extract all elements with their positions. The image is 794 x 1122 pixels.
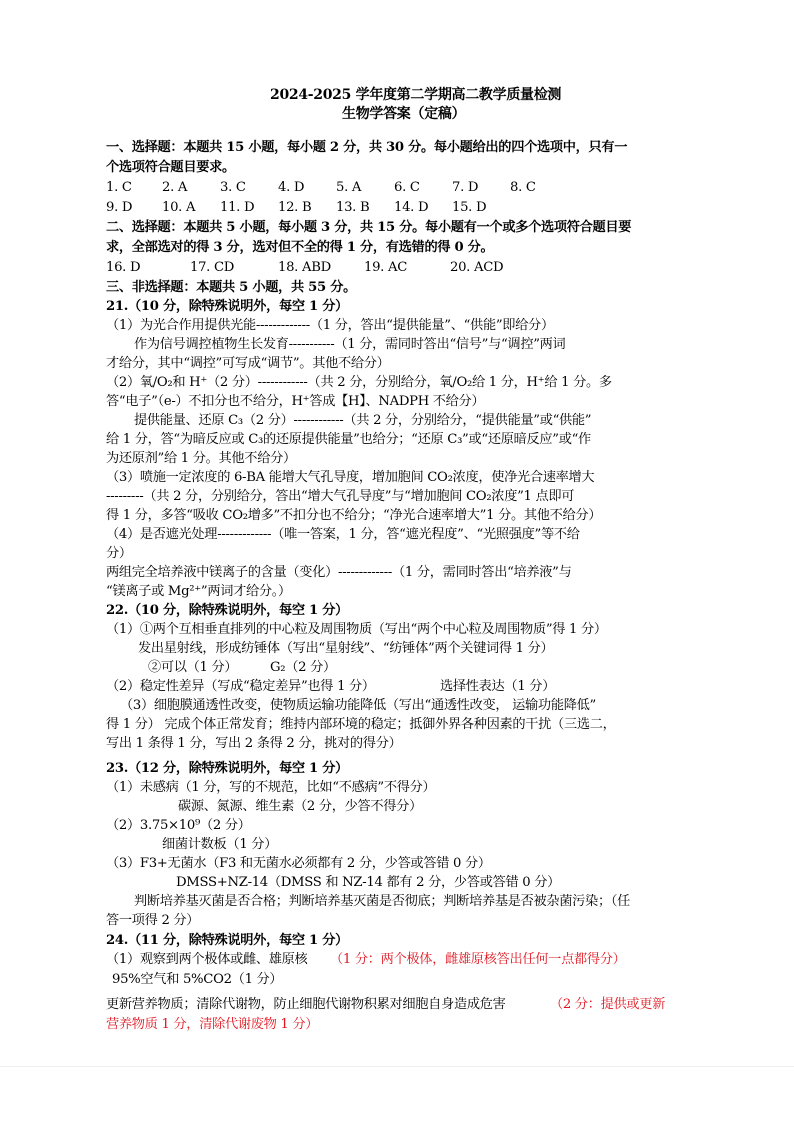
q23-line: DMSS+NZ-14（DMSS 和 NZ-14 都有 2 分，少答或答错 0 分） — [176, 875, 561, 890]
q24-heading: 24.（11 分，除特殊说明外，每空 1 分） — [106, 933, 348, 948]
q23-line: 细菌计数板（1 分） — [162, 837, 278, 852]
page-divider — [0, 1066, 794, 1067]
q23-line: 碳源、氮源、维生素（2 分，少答不得分） — [178, 799, 422, 814]
q23-line: （2）3.75×10⁹（2 分） — [106, 818, 251, 833]
answer-16: 16. D — [106, 260, 141, 275]
q22-line: （3）细胞膜通透性改变，使物质运输功能降低（写出“通透性改变， 运输功能降低” — [120, 698, 596, 713]
q21-line: 给 1 分，答“为暗反应或 C₃的还原提供能量”也给分；“还原 C₃”或“还原暗反应”或“作 — [106, 432, 591, 447]
q23-line: 判断培养基灭菌是否合格；判断培养基灭菌是否彻底；判断培养基是否被杂菌污染；（任 — [134, 894, 631, 909]
q21-line: 分） — [106, 546, 132, 561]
q21-line: 为还原剂”给 1 分。其他不给分） — [106, 451, 296, 466]
q22-line: （2）稳定性差异（写成“稳定差异”也得 1 分） — [106, 679, 375, 694]
q22-line: 得 1 分） 完成个体正常发育；维持内部环境的稳定；抵御外界各种因素的干扰（三选二， — [106, 717, 616, 732]
document-title: 2024-2025 学年度第二学期高二教学质量检测 — [270, 87, 562, 103]
q21-line: （2）氧/O₂和 H⁺（2 分）------------（共 2 分，分别给分，氧/O₂给 1 分，H⁺给 1 分。多 — [106, 375, 612, 390]
answer-14: 14. D — [394, 200, 429, 215]
answer-1: 1. C — [106, 180, 132, 195]
q22-line: 发出星射线，形成纺锤体（写出“星射线”、“纺锤体”两个关键词得 1 分） — [138, 641, 554, 656]
q22-line: G₂（2 分） — [270, 660, 336, 675]
q21-line: “镁离子或 Mg²⁺”两词才给分。） — [106, 584, 291, 599]
q21-line: （4）是否遮光处理-------------（唯一答案，1 分，答“遮光程度”、“光照强度”等不给 — [106, 527, 580, 542]
answer-6: 6. C — [394, 180, 420, 195]
q24-line: （1）观察到两个极体或雌、雄原核 — [106, 952, 308, 967]
q21-line: 两组完全培养液中镁离子的含量（变化）-------------（1 分，需同时答出“培养液”与 — [106, 565, 572, 580]
q24-line: 更新营养物质；清除代谢物，防止细胞代谢物积累对细胞自身造成危害 — [106, 997, 506, 1012]
answer-17: 17. CD — [190, 260, 235, 275]
answer-4: 4. D — [278, 180, 305, 195]
answer-12: 12. B — [278, 200, 312, 215]
answer-11: 11. D — [220, 200, 255, 215]
answer-5: 5. A — [336, 180, 362, 195]
q21-line: 得 1 分，多答“吸收 CO₂增多”不扣分也不给分；“净光合速率增大”1 分。其他不给分） — [106, 508, 602, 523]
q23-heading: 23.（12 分，除特殊说明外，每空 1 分） — [106, 761, 348, 776]
q23-line: （3）F3+无菌水（F3 和无菌水必须都有 2 分，少答或答错 0 分） — [106, 856, 491, 871]
answer-13: 13. B — [336, 200, 370, 215]
answer-8: 8. C — [510, 180, 536, 195]
q22-line: 选择性表达（1 分） — [440, 679, 556, 694]
q22-line: （1）①两个互相垂直排列的中心粒及周围物质（写出“两个中心粒及周围物质”得 1 分） — [106, 622, 607, 637]
q23-line: 答一项得 2 分） — [106, 913, 200, 928]
q21-line: （3）喷施一定浓度的 6-BA 能增大气孔导度，增加胞间 CO₂浓度，使净光合速率增大 — [106, 470, 595, 485]
answer-9: 9. D — [106, 200, 133, 215]
q21-line: 作为信号调控植物生长发育-----------（1 分，需同时答出“信号”与“调控”两词 — [134, 337, 566, 352]
q21-heading: 21.（10 分，除特殊说明外，每空 1 分） — [106, 299, 348, 314]
section2-heading: 二、选择题：本题共 5 小题，每小题 3 分，共 15 分。每小题有一个或多个选项符合题目要 — [106, 220, 632, 235]
answer-2: 2. A — [162, 180, 188, 195]
section1-heading: 一、选择题：本题共 15 小题，每小题 2 分，共 30 分。每小题给出的四个选项中，只有一 — [106, 140, 628, 155]
q21-line: 才给分，其中“调控”可写成“调节”。其他不给分） — [106, 356, 390, 371]
answer-20: 20. ACD — [450, 260, 504, 275]
answer-19: 19. AC — [364, 260, 407, 275]
answer-10: 10. A — [162, 200, 196, 215]
q21-line: 答“电子”（e-）不扣分也不给分，H⁺答成【H】、NADPH 不给分） — [106, 394, 485, 409]
section2-heading-cont: 求，全部选对的得 3 分，选对但不全的得 1 分，有选错的得 0 分。 — [106, 240, 494, 255]
section1-heading-cont: 个选项符合题目要求。 — [106, 160, 235, 175]
q21-line: 提供能量、还原 C₃（2 分）------------（共 2 分，分别给分，“提供能量”或“供能” — [134, 413, 592, 428]
q24-scoring-note: （1 分：两个极体，雌雄原核答出任何一点都得分） — [330, 952, 626, 967]
q22-line: ②可以（1 分） — [148, 660, 238, 675]
q24-scoring-note: （2 分：提供或更新 — [550, 997, 666, 1012]
q23-line: （1）未感病（1 分，写的不规范，比如“不感病”不得分） — [106, 780, 436, 795]
section3-heading: 三、非选择题：本题共 5 小题，共 55 分。 — [106, 280, 356, 295]
q22-line: 写出 1 条得 1 分，写出 2 条得 2 分，挑对的得分） — [106, 736, 402, 751]
q21-line: ---------（共 2 分，分别给分，答出“增大气孔导度”与“增加胞间 CO₂浓度”1 点即可 — [106, 489, 575, 504]
answer-18: 18. ABD — [278, 260, 331, 275]
q24-scoring-note: 营养物质 1 分，清除代谢废物 1 分） — [106, 1017, 319, 1032]
answer-15: 15. D — [452, 200, 487, 215]
answer-3: 3. C — [220, 180, 246, 195]
answer-7: 7. D — [452, 180, 479, 195]
document-subtitle: 生物学答案（定稿） — [342, 106, 466, 122]
q21-line: （1）为光合作用提供光能-------------（1 分，答出“提供能量”、“供能”即给分） — [106, 318, 554, 333]
q24-line: 95%空气和 5%CO2（1 分） — [112, 972, 283, 987]
q22-heading: 22.（10 分，除特殊说明外，每空 1 分） — [106, 603, 348, 618]
